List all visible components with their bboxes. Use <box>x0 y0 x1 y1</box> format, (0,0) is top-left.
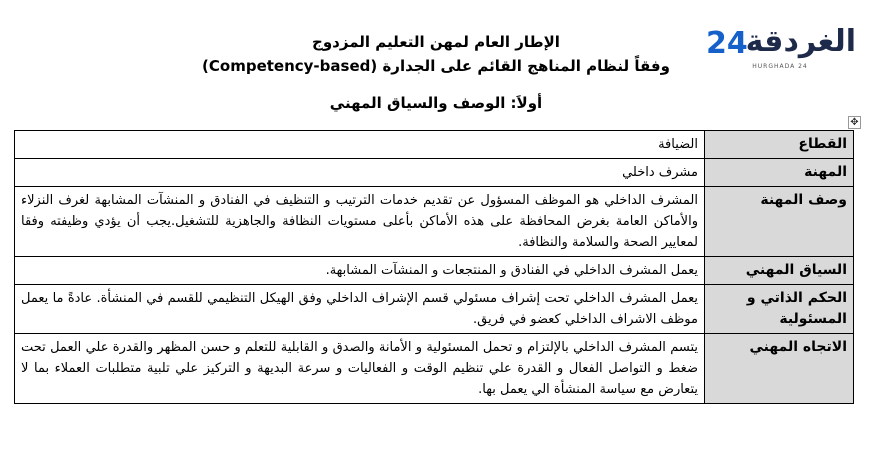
row-value: الضيافة <box>15 131 705 159</box>
table-row <box>15 159 854 187</box>
row-label: القطاع <box>705 131 854 159</box>
row-value: مشرف داخلي <box>15 159 705 187</box>
document-subtitle: وفقاً لنظام المناهج القائم على الجدارة (Competency-based) <box>202 57 670 75</box>
row-label: وصف المهنة <box>705 187 854 257</box>
page-bottom-edge <box>0 430 872 459</box>
row-value: يعمل المشرف الداخلي تحت إشراف مسئولي قسم الإشراف الداخلي وفق الهيكل التنظيمي للقسم في المنشأة. عادةً ما يعمل موظف الاشراف الداخلي كعضو في فريق. <box>15 285 705 334</box>
row-value: المشرف الداخلي هو الموظف المسؤول عن تقديم خدمات الترتيب و التنظيف في الفنادق و المنشآت المشابهة لغرف النزلاء والأماكن العامة بغرض المحافظة على هذه الأماكن بأعلى مستويات النظافة والجاهزية للتشغيل.يجب أن يؤدي وظيفته وفقا لمعايير الصحة والسلامة والنظافة. <box>15 187 705 257</box>
logo-number: 24 <box>706 26 748 61</box>
table-move-handle-icon[interactable]: ✥ <box>848 116 861 129</box>
row-label: المهنة <box>705 159 854 187</box>
logo-brand: الغردقة <box>745 24 856 59</box>
row-label: الاتجاه المهني <box>705 334 854 404</box>
table-row <box>15 131 854 159</box>
occupation-table <box>14 130 854 404</box>
row-label: الحكم الذاتي و المسئولية <box>705 285 854 334</box>
row-label: السياق المهني <box>705 257 854 285</box>
table-row <box>15 257 854 285</box>
row-value: يعمل المشرف الداخلي في الفنادق و المنتجعات و المنشآت المشابهة. <box>15 257 705 285</box>
table-row <box>15 187 854 257</box>
row-value: يتسم المشرف الداخلي بالإلتزام و تحمل المسئولية و الأمانة والصدق و القابلية للتعلم و حسن المظهر والقدرة علي العمل تحت ضغط و التواصل الفعال و القدرة علي تنظيم الوقت و الفعاليات و سرعة البديهة و التركيز علي تلبية متطلبات العملاء بما لا يتعارض مع سياسة المنشأة الي يعمل بها. <box>15 334 705 404</box>
table-row <box>15 334 854 404</box>
section-title: أولاَ: الوصف والسياق المهني <box>329 94 543 112</box>
table-row <box>15 285 854 334</box>
document-title: الإطار العام لمهن التعليم المزدوج <box>312 33 560 51</box>
document-header <box>0 30 872 78</box>
logo-tagline: HURGHADA 24 <box>752 63 808 70</box>
